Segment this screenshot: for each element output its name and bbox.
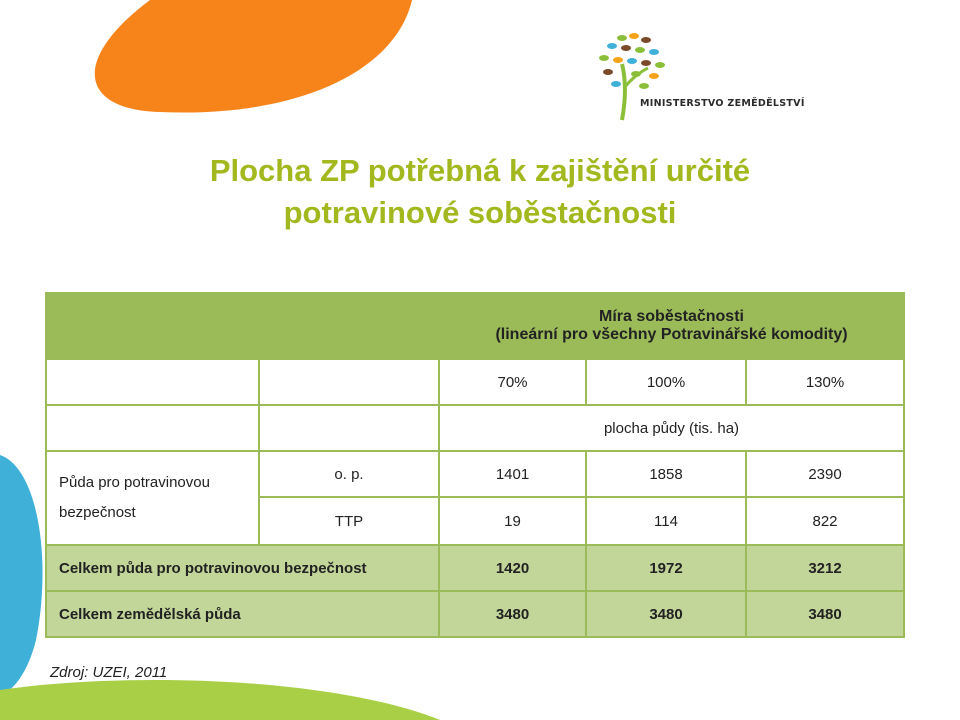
summary-value-cell: 1420 [439,545,586,591]
value-cell: 822 [746,497,904,545]
table-header-row [46,293,904,359]
header-empty-cell [259,293,439,359]
summary-value-cell: 3480 [439,591,586,637]
value-cell: 114 [586,497,746,545]
empty-cell [259,359,439,405]
table-row [46,451,904,497]
header-line-1: Míra soběstačnosti [599,308,744,325]
row-label-cell: o. p. [259,451,439,497]
orange-leaf-shape [95,0,412,113]
value-cell: 1858 [586,451,746,497]
empty-cell [46,359,259,405]
group-label-cell: Půda pro potravinovou bezpečnost [46,451,259,545]
value-cell: 1401 [439,451,586,497]
summary-label-cell: Celkem zemědělská půda [46,591,439,637]
summary-label-cell: Celkem půda pro potravinovou bezpečnost [46,545,439,591]
title-line-2: potravinové soběstačnosti [283,195,677,230]
empty-cell [259,405,439,451]
summary-value-cell: 1972 [586,545,746,591]
summary-value-cell: 3212 [746,545,904,591]
unit-row [46,405,904,451]
empty-cell [46,405,259,451]
ministry-logo-text: MINISTERSTVO ZEMĚDĚLSTVÍ [640,98,805,109]
percent-cell: 100% [586,359,746,405]
self-sufficiency-table [45,292,903,638]
ministry-tree-logo [596,28,826,124]
unit-label-cell: plocha půdy (tis. ha) [439,405,904,451]
row-label-cell: TTP [259,497,439,545]
percent-row [46,359,904,405]
summary-row [46,591,904,637]
title-line-1: Plocha ZP potřebná k zajištění určité [209,153,751,188]
green-leaf-shape [0,680,440,720]
header-line-2: (lineární pro všechny Potravinářské komodity) [495,326,848,343]
value-cell: 2390 [746,451,904,497]
header-self-sufficiency [439,293,904,359]
header-empty-cell [46,293,259,359]
summary-value-cell: 3480 [746,591,904,637]
source-note: Zdroj: UZEI, 2011 [50,664,168,681]
percent-cell: 70% [439,359,586,405]
blue-leaf-shape [0,455,43,696]
percent-cell: 130% [746,359,904,405]
value-cell: 19 [439,497,586,545]
summary-value-cell: 3480 [586,591,746,637]
slide-title [100,150,860,234]
summary-row [46,545,904,591]
